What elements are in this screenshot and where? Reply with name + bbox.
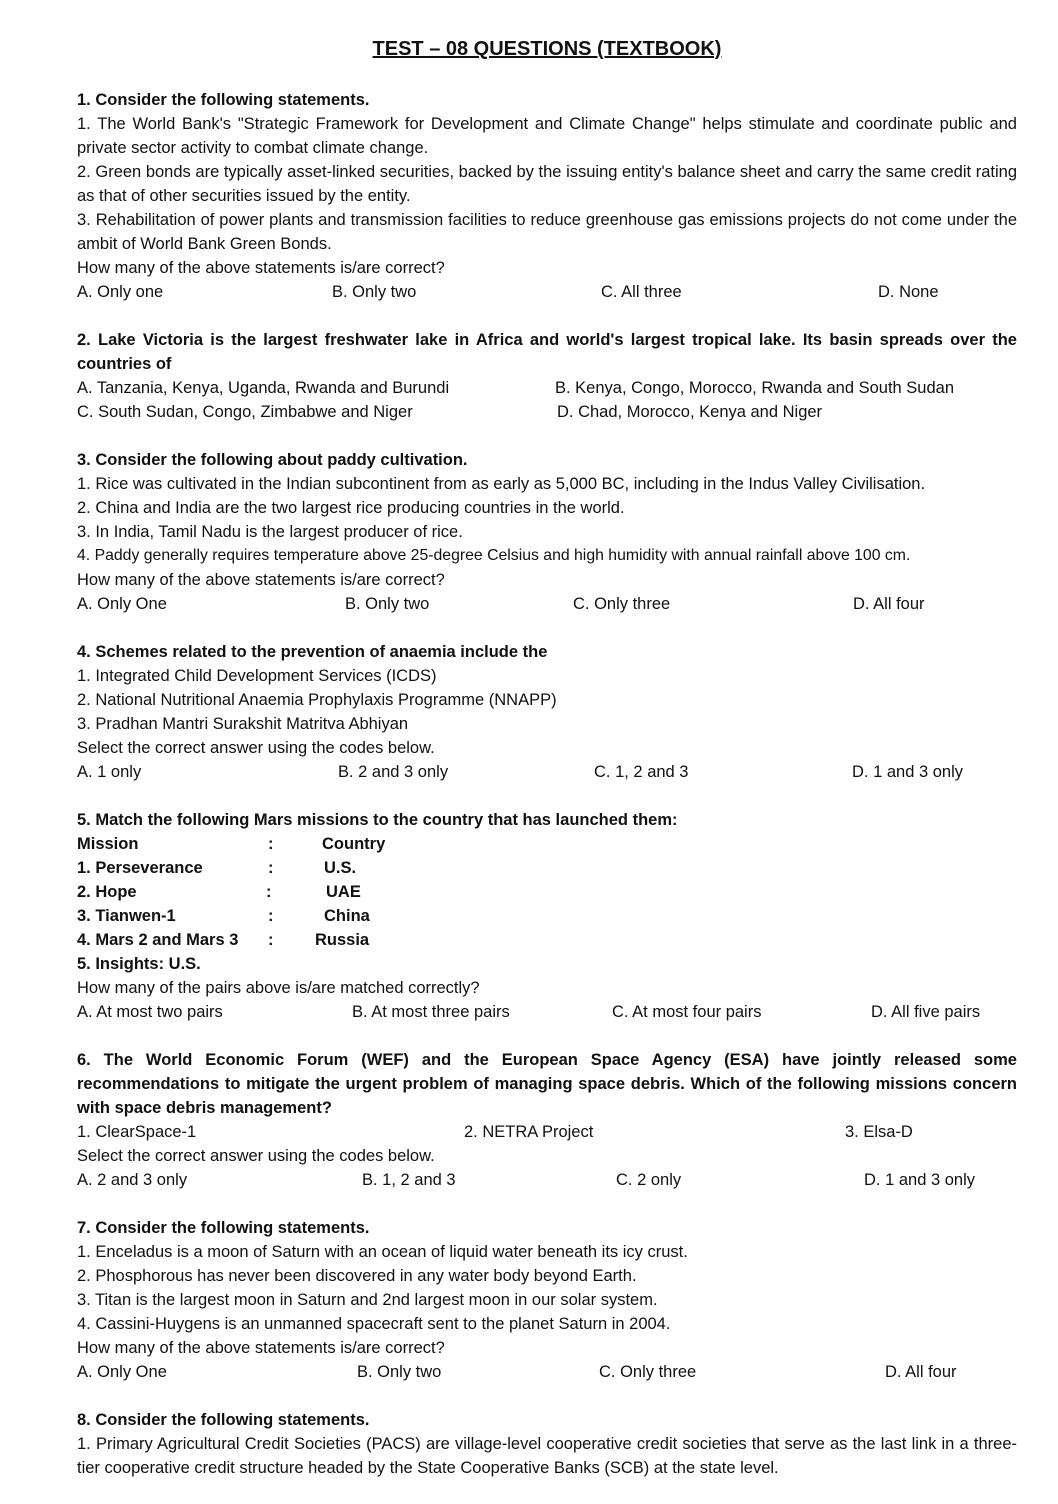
option-b: B. 1, 2 and 3 xyxy=(362,1171,456,1189)
column-mission: Mission xyxy=(77,835,139,853)
question-3 xyxy=(77,448,1017,616)
separator: : xyxy=(266,883,272,901)
option-a: A. Only One xyxy=(77,1363,167,1381)
options-row xyxy=(77,1168,1017,1192)
statement: 2. China and India are the two largest rice producing countries in the world. xyxy=(77,499,625,517)
options-row xyxy=(77,1360,1017,1384)
question-heading: 4. Schemes related to the prevention of anaemia include the xyxy=(77,643,548,661)
statement: 1. Enceladus is a moon of Saturn with an ocean of liquid water beneath its icy crust. xyxy=(77,1243,688,1261)
option-a: A. Only one xyxy=(77,283,164,301)
option-a: A. Tanzania, Kenya, Uganda, Rwanda and Burundi xyxy=(77,379,450,397)
mission: 3. Tianwen-1 xyxy=(77,907,176,925)
option-d: D. 1 and 3 only xyxy=(852,763,963,781)
mission: 2. Hope xyxy=(77,883,137,901)
option-b: B. 2 and 3 only xyxy=(338,763,449,781)
statement: 3. Rehabilitation of power plants and transmission facilities to reduce greenhouse gas emissions projects do not come under the ambit of World Bank Green Bonds. xyxy=(77,211,1017,253)
question-7 xyxy=(77,1216,1017,1384)
statement: 1. The World Bank's "Strategic Framework for Development and Climate Change" helps stimulate and coordinate public and private sector activity to combat climate change. xyxy=(77,115,1017,157)
page-title: TEST – 08 QUESTIONS (TEXTBOOK) xyxy=(372,38,722,60)
option-c: C. 1, 2 and 3 xyxy=(594,763,689,781)
item: 3. Elsa-D xyxy=(845,1123,913,1141)
items-row xyxy=(77,1120,1017,1144)
option-c: C. Only three xyxy=(599,1363,697,1381)
statement: 2. Green bonds are typically asset-linked securities, backed by the issuing entity's balance sheet and carry the same credit rating as that of other securities issued by the entity. xyxy=(77,163,1017,205)
options-row xyxy=(77,400,1017,424)
question-8 xyxy=(77,1408,1017,1480)
separator: : xyxy=(268,907,274,925)
match-table-header xyxy=(77,832,1017,856)
question-prompt: How many of the above statements is/are correct? xyxy=(77,571,445,589)
mission: 4. Mars 2 and Mars 3 xyxy=(77,931,239,949)
question-heading: 8. Consider the following statements. xyxy=(77,1411,370,1429)
option-b: B. At most three pairs xyxy=(352,1003,510,1021)
option-b: B. Only two xyxy=(357,1363,442,1381)
question-prompt: Select the correct answer using the codes below. xyxy=(77,739,435,757)
separator: : xyxy=(268,931,274,949)
country: U.S. xyxy=(324,859,357,877)
statement: 1. Primary Agricultural Credit Societies (PACS) are village-level cooperative credit societies that serve as the last link in a three-tier cooperative credit structure headed by the State Cooperative Banks (SCB) at the state level. xyxy=(77,1435,1017,1477)
option-d: D. All five pairs xyxy=(871,1003,981,1021)
document-page xyxy=(77,36,1017,1504)
question-4 xyxy=(77,640,1017,784)
option-c: C. Only three xyxy=(573,595,671,613)
option-a: A. 2 and 3 only xyxy=(77,1171,188,1189)
statement: 2. Phosphorous has never been discovered in any water body beyond Earth. xyxy=(77,1267,637,1285)
option-c: C. 2 only xyxy=(616,1171,682,1189)
statement: 3. Pradhan Mantri Surakshit Matritva Abhiyan xyxy=(77,715,409,733)
question-6 xyxy=(77,1048,1017,1192)
option-d: D. All four xyxy=(853,595,925,613)
option-d: D. All four xyxy=(885,1363,957,1381)
option-a: A. Only One xyxy=(77,595,167,613)
mission: 1. Perseverance xyxy=(77,859,203,877)
option-d: D. None xyxy=(878,283,939,301)
question-prompt: How many of the above statements is/are correct? xyxy=(77,259,445,277)
country: Russia xyxy=(315,931,370,949)
column-country: Country xyxy=(322,835,386,853)
statement: 3. Titan is the largest moon in Saturn and 2nd largest moon in our solar system. xyxy=(77,1291,658,1309)
option-c: C. South Sudan, Congo, Zimbabwe and Niger xyxy=(77,403,413,421)
statement: 3. In India, Tamil Nadu is the largest producer of rice. xyxy=(77,523,463,541)
statement: 2. National Nutritional Anaemia Prophylaxis Programme (NNAPP) xyxy=(77,691,557,709)
option-b: B. Kenya, Congo, Morocco, Rwanda and South Sudan xyxy=(555,379,955,397)
statement: 1. Integrated Child Development Services (ICDS) xyxy=(77,667,437,685)
statement: 5. Insights: U.S. xyxy=(77,955,201,973)
separator: : xyxy=(268,835,274,853)
match-row xyxy=(77,928,1017,952)
options-row xyxy=(77,760,1017,784)
question-1 xyxy=(77,88,1017,304)
question-heading: 2. Lake Victoria is the largest freshwater lake in Africa and world's largest tropical lake. Its basin spreads over the countries of xyxy=(77,331,1017,373)
question-2 xyxy=(77,328,1017,424)
question-prompt: How many of the pairs above is/are matched correctly? xyxy=(77,979,480,997)
question-heading: 7. Consider the following statements. xyxy=(77,1219,370,1237)
question-prompt: Select the correct answer using the codes below. xyxy=(77,1147,435,1165)
match-row xyxy=(77,880,1017,904)
option-b: B. Only two xyxy=(332,283,417,301)
statement: 4. Cassini-Huygens is an unmanned spacecraft sent to the planet Saturn in 2004. xyxy=(77,1315,671,1333)
statement: 1. Rice was cultivated in the Indian subcontinent from as early as 5,000 BC, including in the Indus Valley Civilisation. xyxy=(77,475,926,493)
item: 1. ClearSpace-1 xyxy=(77,1123,197,1141)
option-b: B. Only two xyxy=(345,595,430,613)
option-c: C. All three xyxy=(601,283,682,301)
question-heading: 1. Consider the following statements. xyxy=(77,91,370,109)
match-row xyxy=(77,904,1017,928)
question-heading: 6. The World Economic Forum (WEF) and the European Space Agency (ESA) have jointly released some recommendations to mitigate the urgent problem of managing space debris. Which of the following missions concern with space debris management? xyxy=(77,1051,1017,1117)
options-row xyxy=(77,376,1017,400)
option-d: D. 1 and 3 only xyxy=(864,1171,975,1189)
option-c: C. At most four pairs xyxy=(612,1003,762,1021)
question-prompt: How many of the above statements is/are correct? xyxy=(77,1339,445,1357)
options-row xyxy=(77,592,1017,616)
option-a: A. At most two pairs xyxy=(77,1003,223,1021)
options-row xyxy=(77,280,1017,304)
country: China xyxy=(324,907,370,925)
item: 2. NETRA Project xyxy=(464,1123,594,1141)
question-heading: 3. Consider the following about paddy cultivation. xyxy=(77,451,468,469)
match-row xyxy=(77,856,1017,880)
question-5 xyxy=(77,808,1017,1024)
question-heading: 5. Match the following Mars missions to the country that has launched them: xyxy=(77,811,678,829)
options-row xyxy=(77,1000,1017,1024)
option-d: D. Chad, Morocco, Kenya and Niger xyxy=(557,403,823,421)
option-a: A. 1 only xyxy=(77,763,142,781)
statement: 4. Paddy generally requires temperature above 25-degree Celsius and high humidity with annual rainfall above 100 cm. xyxy=(77,547,911,564)
separator: : xyxy=(268,859,274,877)
country: UAE xyxy=(326,883,361,901)
